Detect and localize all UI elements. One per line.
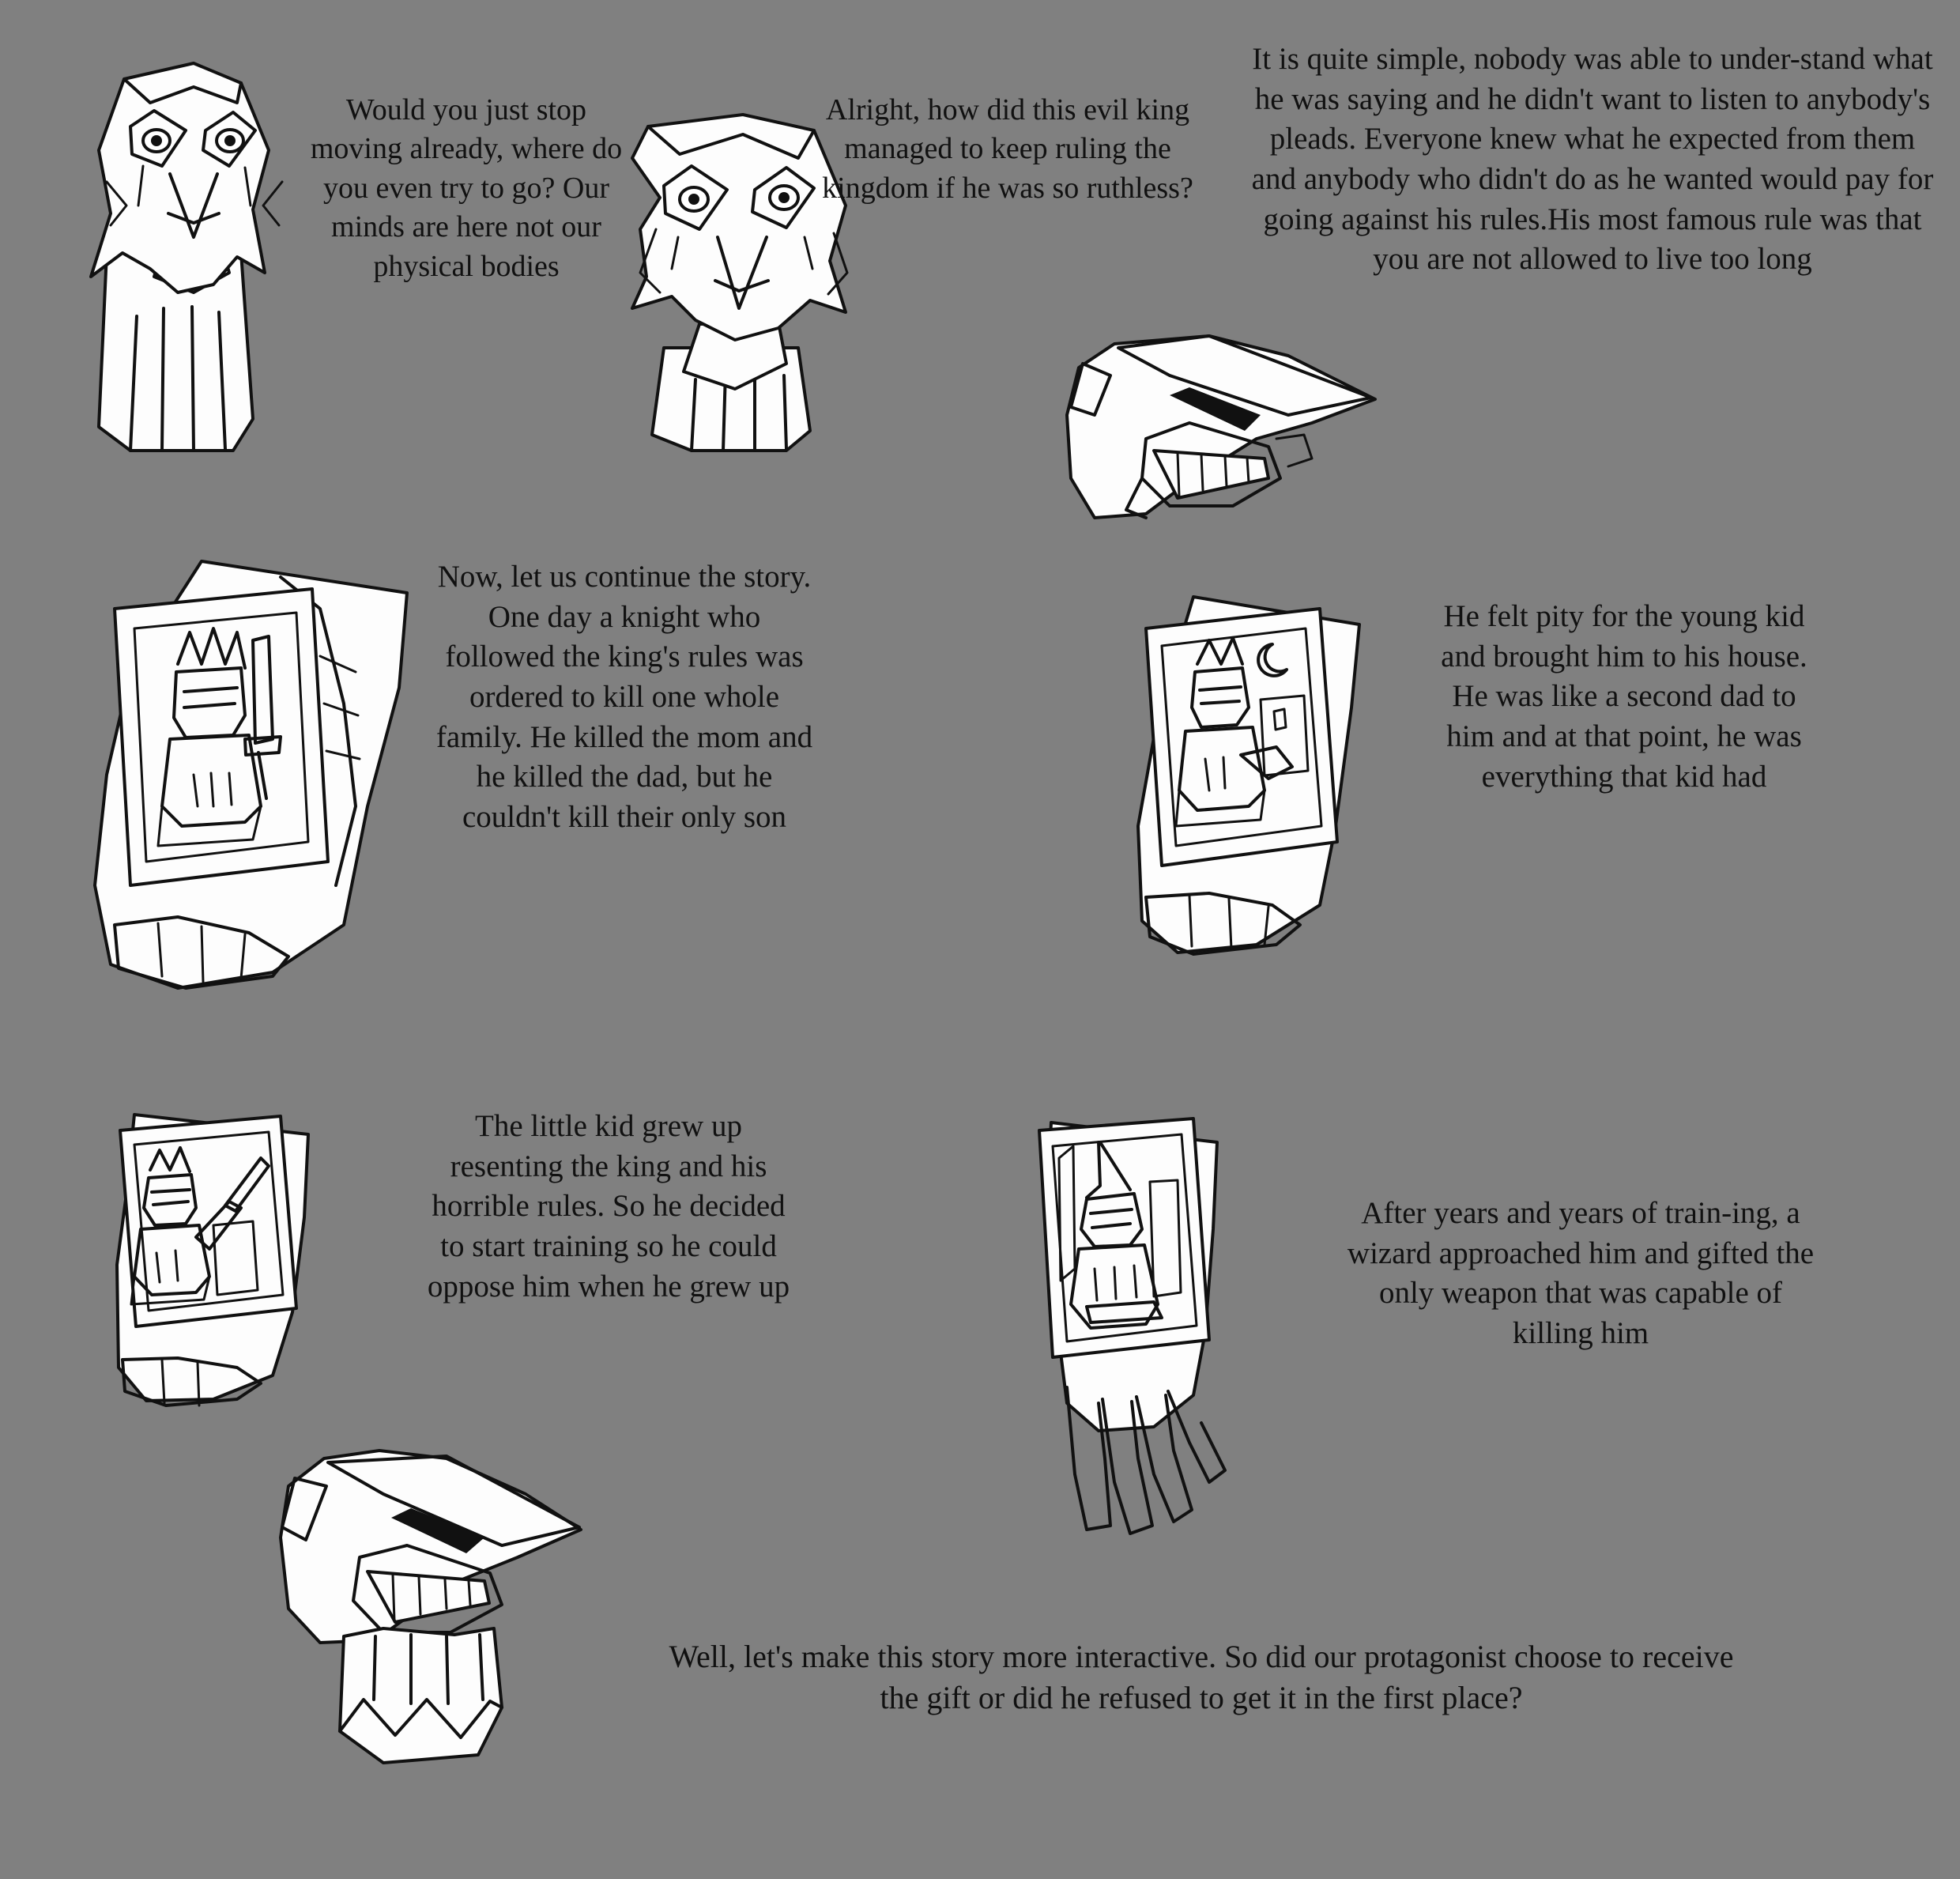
caption-panel-7: After years and years of train-ing, a wizard approached him and gifted the only weapon that was capable of killing him xyxy=(1347,1196,1815,1351)
caption-panel-6: The little kid grew up resenting the king and his horrible rules. So he decided to start training so he could oppose him when he grew up xyxy=(427,1109,790,1304)
character-grinning-king xyxy=(1051,320,1383,549)
character-hand-holding-picture-wizard-gift xyxy=(1012,1111,1280,1538)
character-grinning-king-bottom xyxy=(265,1439,612,1771)
character-masked-narrator-left xyxy=(75,55,312,451)
character-hand-holding-picture-knight-with-child xyxy=(1122,589,1423,992)
character-hand-holding-picture-knight-sword xyxy=(83,545,431,1020)
caption-panel-2: Alright, how did this evil king managed to keep ruling the kingdom if he was so ruthless? xyxy=(822,93,1193,205)
character-hand-holding-picture-young-man-training xyxy=(103,1107,371,1439)
caption-panel-3: It is quite simple, nobody was able to under-stand what he was saying and he didn't want to listen to anybody's pleads. Everyone knew what he expected from them and anybody who didn't do as he wanted would pay for going against his rules.His most famous rule was that you are not allowed to live too long xyxy=(1251,42,1934,277)
caption-panel-8: Well, let's make this story more interactive. So did our protagonist choose to receive the gift or did he refused to get it in the first place? xyxy=(669,1639,1734,1715)
caption-panel-4: Now, let us continue the story. One day a knight who followed the king's rules was ordered to kill one whole family. He killed the mom and he killed the dad, but he couldn't kill their only son xyxy=(435,560,813,835)
caption-panel-1: Would you just stop moving already, where do you even try to go? Our minds are here not our physical bodies xyxy=(310,93,623,283)
caption-panel-5: He felt pity for the young kid and brought him to his house. He was like a second dad to him and at that point, he was everything that kid had xyxy=(1441,599,1807,794)
